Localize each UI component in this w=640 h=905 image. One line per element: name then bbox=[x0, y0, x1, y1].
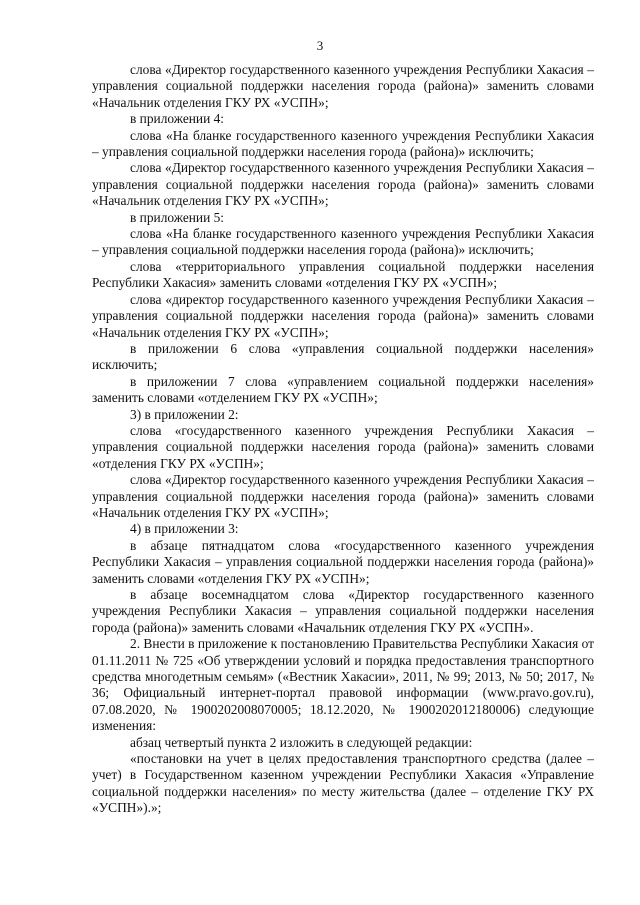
paragraph: 3) в приложении 2: bbox=[130, 406, 239, 422]
paragraph: слова «На бланке государственного казенного учреждения Республики Хакасия – управления социальной поддержки населения города (района)» исключить; bbox=[92, 226, 594, 258]
paragraph: абзац четвертый пункта 2 изложить в следующей редакции: bbox=[130, 734, 473, 750]
page-number: 3 bbox=[316, 38, 324, 53]
paragraph: слова «Директор государственного казенного учреждения Республики Хакасия – управления социальной поддержки населения города (района)» заменить словами «Начальник отделения ГКУ РХ «УСПН»; bbox=[92, 160, 594, 209]
document-body bbox=[92, 62, 594, 817]
paragraph: в приложении 6 слова «управления социальной поддержки населения» исключить; bbox=[92, 340, 594, 373]
paragraph: в абзаце восемнадцатом слова «Директор государственного казенного учреждения Республики Хакасия – управления социальной поддержки населения города (района)» заменить словами «Начальник отделения ГКУ РХ «УСПН». bbox=[92, 587, 594, 635]
paragraph: слова «На бланке государственного казенного учреждения Республики Хакасия – управления социальной поддержки населения города (района)» исключить; bbox=[92, 127, 594, 160]
paragraph: 2. Внести в приложение к постановлению Правительства Республики Хакасия от 01.11.2011 № 725 «Об утверждении условий и порядка предоставления транспортного средства многодетным семьям» («Вестник Хакасии», 2011, № 99; 2013, № 50; 2017, № 36; Официальный интернет-портал правовой информации (www.pravo.gov.ru), 07.08.2020, № 1900202008070005; 18.12.2020, № 1900202012180006) следующие изменения: bbox=[92, 636, 594, 734]
paragraph: в приложении 7 слова «управлением социальной поддержки населения» заменить словами «отделением ГКУ РХ «УСПН»; bbox=[92, 373, 594, 406]
paragraph: слова «Директор государственного казенного учреждения Республики Хакасия – управления социальной поддержки населения города (района)» заменить словами «Начальник отделения ГКУ РХ «УСПН»; bbox=[92, 472, 594, 520]
paragraph: в приложении 4: bbox=[130, 111, 225, 127]
paragraph: слова «Директор государственного казенного учреждения Республики Хакасия – управления социальной поддержки населения города (района)» заменить словами «Начальник отделения ГКУ РХ «УСПН»; bbox=[92, 62, 594, 110]
paragraph: слова «директор государственного казенного учреждения Республики Хакасия – управления социальной поддержки населения города (района)» заменить словами «Начальник отделения ГКУ РХ «УСПН»; bbox=[92, 291, 594, 340]
paragraph: в абзаце пятнадцатом слова «государственного казенного учреждения Республики Хакасия – управления социальной поддержки населения города (района)» заменить словами «отделения ГКУ РХ «УСПН»; bbox=[92, 537, 594, 586]
paragraph: слова «территориального управления социальной поддержки населения Республики Хакасия» заменить словами «отделения ГКУ РХ «УСПН»; bbox=[92, 258, 594, 291]
paragraph: в приложении 5: bbox=[130, 209, 225, 225]
paragraph: «постановки на учет в целях предоставления транспортного средства (далее – учет) в Государственном казенном учреждении Республики Хакасия «Управление социальной поддержки населения» по месту жительства (далее – отделение ГКУ РХ «УСПН»).»; bbox=[92, 751, 594, 816]
paragraph: слова «государственного казенного учреждения Республики Хакасия – управления социальной поддержки населения города (района)» заменить словами «отделения ГКУ РХ «УСПН»; bbox=[92, 422, 594, 471]
paragraph: 4) в приложении 3: bbox=[130, 521, 239, 537]
